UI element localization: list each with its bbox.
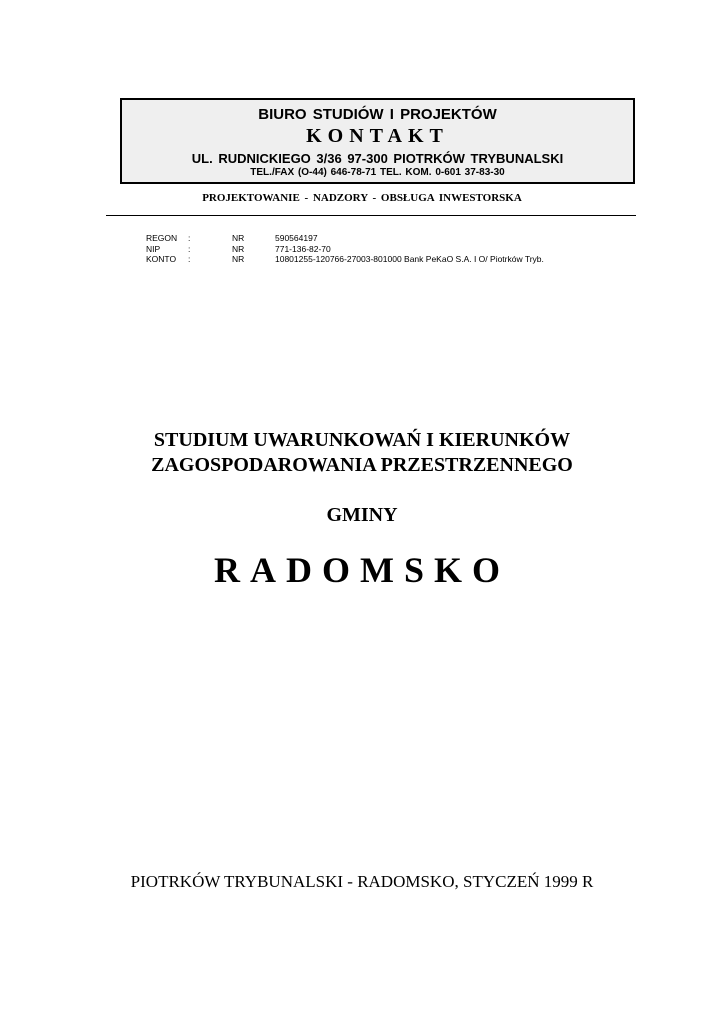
document-title [0,428,724,478]
footer-place-date: PIOTRKÓW TRYBUNALSKI - RADOMSKO, STYCZEŃ 1999 R [130,872,594,891]
company-address: UL. RUDNICKIEGO 3/36 97-300 PIOTRKÓW TRYBUNALSKI [191,151,564,166]
registry-nr: NR [232,233,245,243]
office-name: BIURO STUDIÓW I PROJEKTÓW [258,106,497,123]
registry-label: KONTO [146,254,177,264]
registry-colon: : [188,254,191,264]
services-line: PROJEKTOWANIE - NADZORY - OBSŁUGA INWESTORSKA [202,192,522,204]
company-phones: TEL./FAX (O-44) 646-78-71 TEL. KOM. 0-601 37-83-30 [250,167,505,178]
registry-value: 10801255-120766-27003-801000 Bank PeKaO S.A. I O/ Piotrków Tryb. [275,254,544,264]
registry-row-konto [146,254,616,265]
registry-value: 590564197 [275,233,318,243]
title-gminy: GMINY [326,504,398,526]
registry-nr: NR [232,254,245,264]
registry-colon: : [188,243,191,254]
registry-row-regon [146,233,616,244]
registry-label: REGON [146,233,178,243]
registry-colon: : [188,233,191,243]
title-place: RADOMSKO [214,550,510,590]
divider [106,215,636,216]
registry-table [146,233,616,265]
registry-nr: NR [232,243,245,254]
letterhead-box [120,98,635,184]
registry-row-nip [146,244,616,255]
registry-value: 771-136-82-70 [275,243,331,254]
company-name: KONTAKT [306,125,449,147]
title-line-2: ZAGOSPODAROWANIA PRZESTRZENNEGO [151,454,573,476]
registry-label: NIP [146,243,161,254]
title-line-1: STUDIUM UWARUNKOWAŃ I KIERUNKÓW [153,429,571,451]
